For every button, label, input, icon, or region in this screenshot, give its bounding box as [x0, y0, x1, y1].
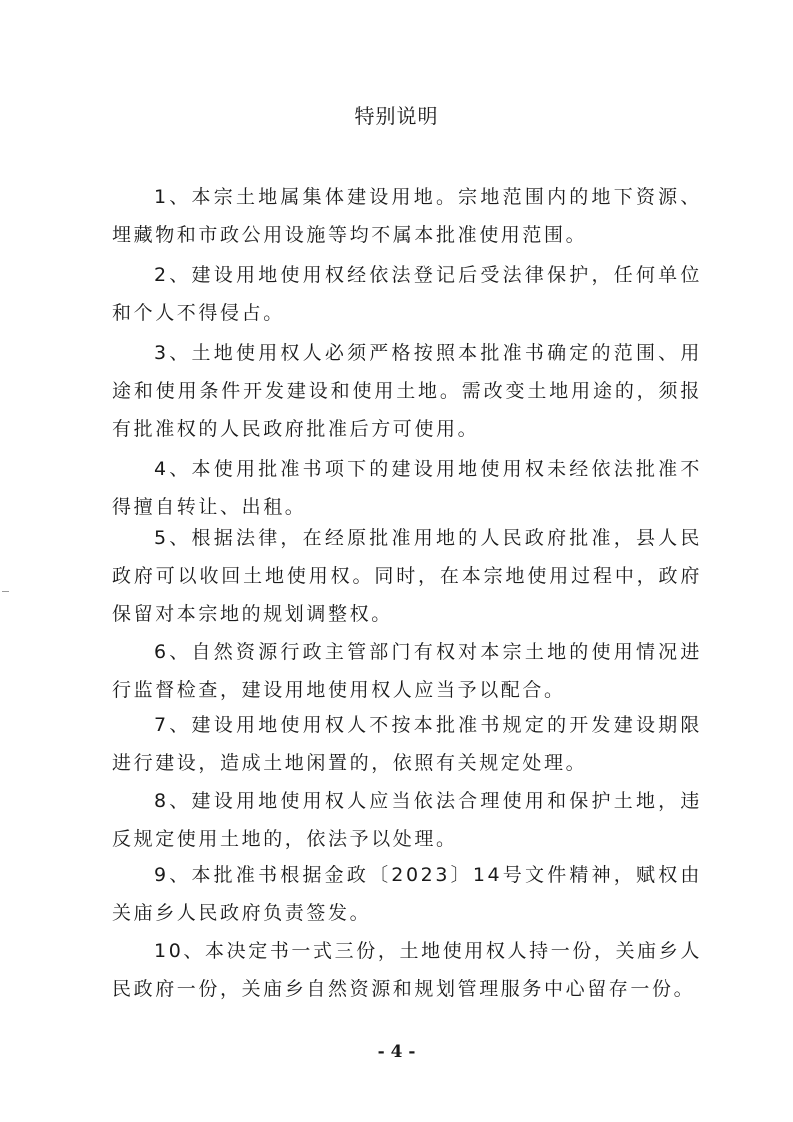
document-title: 特别说明	[354, 104, 439, 128]
clause-6: 6、自然资源行政主管部门有权对本宗土地的使用情况进行监督检查，建设用地使用权人应当予以配合。	[112, 641, 702, 701]
clause-4: 4、本使用批准书项下的建设用地使用权未经依法批准不得擅自转让、出租。	[112, 458, 702, 518]
clause-5: 5、根据法律，在经原批准用地的人民政府批准，县人民政府可以收回土地使用权。同时，在本宗地使用过程中，政府保留对本宗地的规划调整权。	[112, 527, 702, 625]
page-number: - 4 -	[377, 1042, 416, 1062]
clause-7: 7、建设用地使用权人不按本批准书规定的开发建设期限进行建设，造成土地闲置的，依照有关规定处理。	[112, 714, 702, 774]
clause-1: 1、本宗土地属集体建设用地。宗地范围内的地下资源、埋藏物和市政公用设施等均不属本批准使用范围。	[112, 186, 702, 246]
clause-10: 10、本决定书一式三份，土地使用权人持一份，关庙乡人民政府一份，关庙乡自然资源和规划管理服务中心留存一份。	[112, 940, 702, 1000]
clause-8: 8、建设用地使用权人应当依法合理使用和保护土地，违反规定使用土地的，依法予以处理。	[112, 790, 702, 850]
clause-2: 2、建设用地使用权经依法登记后受法律保护，任何单位和个人不得侵占。	[112, 264, 702, 324]
scan-margin-mark	[2, 591, 9, 592]
clause-9: 9、本批准书根据金政〔2023〕14号文件精神，赋权由关庙乡人民政府负责签发。	[112, 864, 702, 924]
clause-3: 3、土地使用权人必须严格按照本批准书确定的范围、用途和使用条件开发建设和使用土地。需改变土地用途的，须报有批准权的人民政府批准后方可使用。	[112, 342, 702, 440]
